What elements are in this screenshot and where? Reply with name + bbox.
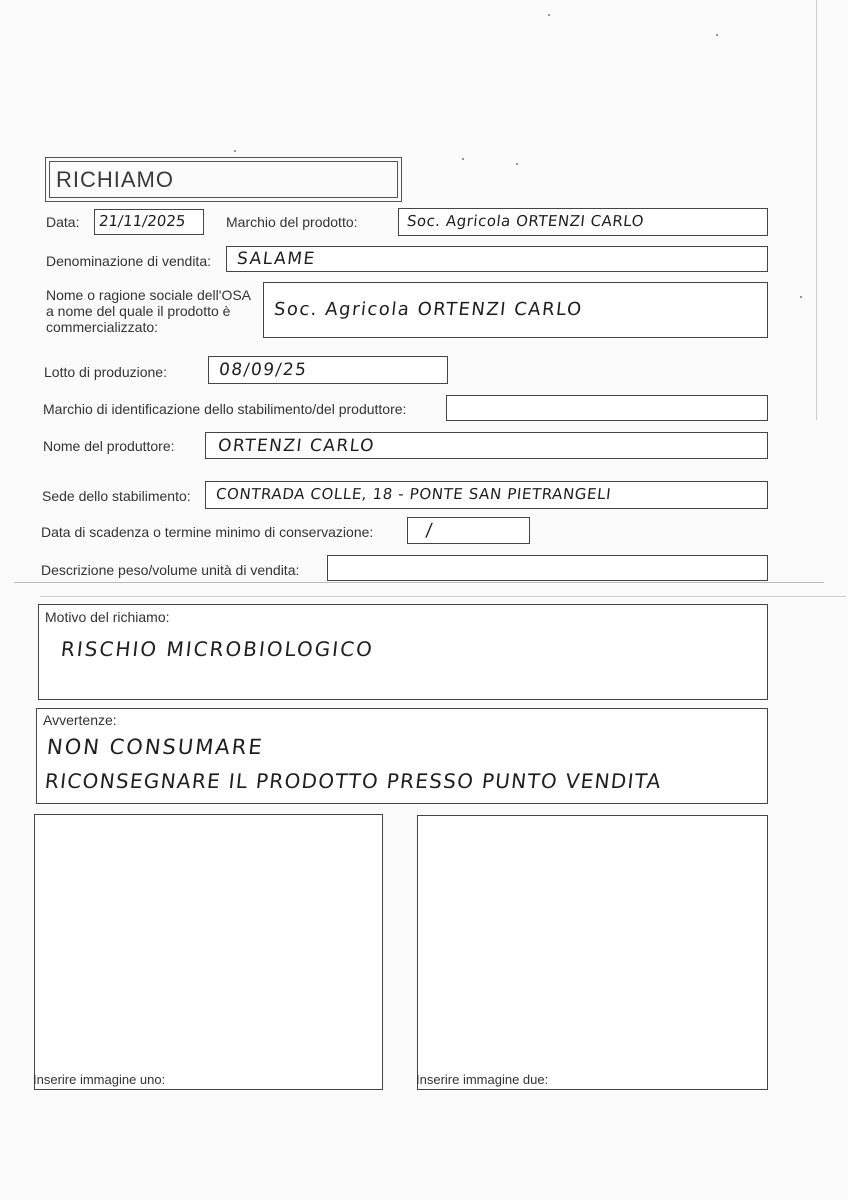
recall-reason-panel[interactable] <box>38 604 768 700</box>
image-one-caption: Inserire immagine uno: <box>33 1072 166 1087</box>
brand-field[interactable] <box>398 208 768 236</box>
producer-value: ORTENZI CARLO <box>216 436 376 456</box>
lot-field[interactable] <box>208 356 448 384</box>
scan-speck <box>234 150 236 152</box>
form-title: RICHIAMO <box>49 161 398 198</box>
osa-label-line1: Nome o ragione sociale dell'OSA <box>46 287 252 303</box>
expiry-field[interactable] <box>407 517 530 544</box>
warnings-panel[interactable] <box>36 708 768 804</box>
form-title-frame <box>45 157 402 202</box>
plant-address-label: Sede dello stabilimento: <box>42 488 191 504</box>
scan-speck <box>548 14 550 16</box>
brand-label: Marchio del prodotto: <box>226 214 358 230</box>
brand-value: Soc. Agricola ORTENZI CARLO <box>406 212 645 230</box>
date-field[interactable] <box>94 209 204 235</box>
expiry-value: / <box>424 520 435 541</box>
warnings-label: Avvertenze: <box>43 712 117 728</box>
osa-value: Soc. Agricola ORTENZI CARLO <box>272 299 584 320</box>
producer-field[interactable] <box>205 432 768 459</box>
scan-speck <box>800 296 802 298</box>
recall-reason-value: RISCHIO MICROBIOLOGICO <box>59 637 376 661</box>
scan-line <box>14 582 824 583</box>
image-two-caption: Inserire immagine due: <box>416 1072 549 1087</box>
expiry-label: Data di scadenza o termine minimo di conservazione: <box>41 524 374 540</box>
date-label: Data: <box>46 214 80 230</box>
weight-label: Descrizione peso/volume unità di vendita: <box>41 562 300 578</box>
plant-address-field[interactable] <box>205 481 768 509</box>
lot-value: 08/09/25 <box>217 360 309 380</box>
warnings-line-2: RICONSEGNARE IL PRODOTTO PRESSO PUNTO VENDITA <box>43 769 663 793</box>
sales-name-value: SALAME <box>235 249 317 269</box>
scan-speck <box>462 158 464 160</box>
image-two-slot[interactable] <box>417 815 768 1090</box>
osa-label-line2: a nome del quale il prodotto è <box>46 303 231 319</box>
plant-address-value: CONTRADA COLLE, 18 - PONTE SAN PIETRANGELI <box>215 485 613 503</box>
weight-field[interactable] <box>327 555 768 581</box>
lot-label: Lotto di produzione: <box>44 364 167 380</box>
id-mark-label: Marchio di identificazione dello stabilimento/del produttore: <box>43 401 407 417</box>
producer-label: Nome del produttore: <box>43 438 175 454</box>
warnings-line-1: NON CONSUMARE <box>45 735 265 759</box>
scan-line <box>40 596 846 597</box>
date-value: 21/11/2025 <box>98 212 187 230</box>
sales-name-label: Denominazione di vendita: <box>46 253 211 269</box>
id-mark-field[interactable] <box>446 395 768 421</box>
scan-speck <box>716 34 718 36</box>
image-one-slot[interactable] <box>34 814 383 1090</box>
osa-field[interactable] <box>263 282 768 338</box>
osa-label-line3: commercializzato: <box>46 319 159 335</box>
scan-edge-line <box>816 0 817 420</box>
scan-speck <box>516 163 518 165</box>
recall-reason-label: Motivo del richiamo: <box>45 609 170 625</box>
sales-name-field[interactable] <box>226 246 768 272</box>
